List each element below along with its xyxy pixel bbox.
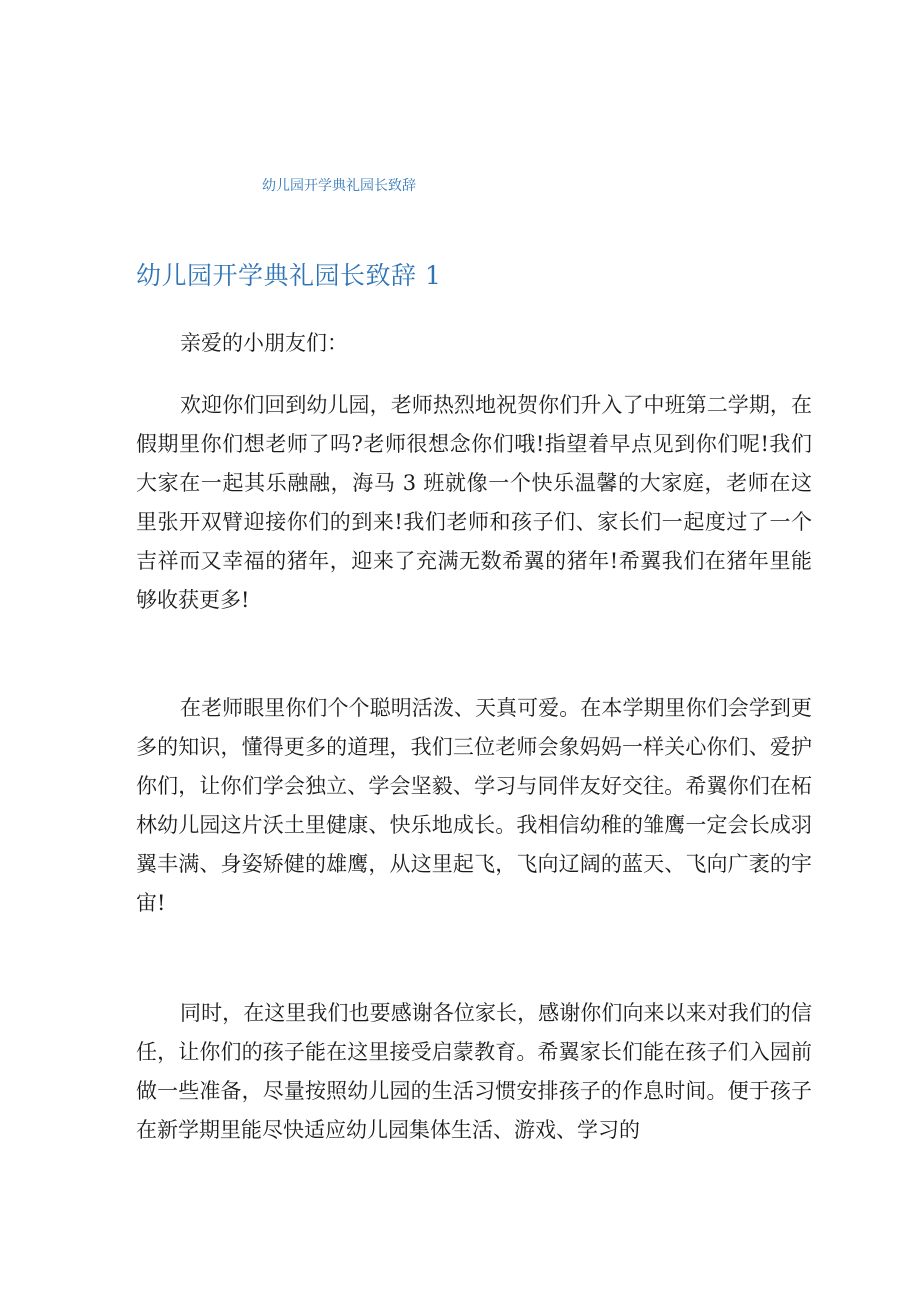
document-header-title: 幼儿园开学典礼园长致辞: [262, 178, 416, 194]
salutation: 亲爱的小朋友们：: [180, 331, 348, 355]
paragraph-1: 欢迎你们回到幼儿园，老师热烈地祝贺你们升入了中班第二学期，在假期里你们想老师了吗?老师很想念你们哦!指望着早点见到你们呢!我们大家在一起其乐融融，海马 3 班就像一个快乐温馨的大家庭，老师在这里张开双臂迎接你们的到来!我们老师和孩子们、家长们一起度过了一个吉祥而又幸福的猪年，迎来了充满无数希翼的猪年!希翼我们在猪年里能够收获更多!: [136, 393, 812, 612]
section-heading: 幼儿园开学典礼园长致辞 1: [136, 261, 442, 290]
paragraph-2: 在老师眼里你们个个聪明活泼、天真可爱。在本学期里你们会学到更多的知识，懂得更多的道理，我们三位老师会象妈妈一样关心你们、爱护你们，让你们学会独立、学会坚毅、学习与同伴友好交往。希翼你们在柘林幼儿园这片沃土里健康、快乐地成长。我相信幼稚的雏鹰一定会长成羽翼丰满、身姿矫健的雄鹰，从这里起飞，飞向辽阔的蓝天、飞向广袤的宇宙!: [136, 696, 812, 915]
paragraph-3: 同时，在这里我们也要感谢各位家长，感谢你们向来以来对我们的信任，让你们的孩子能在这里接受启蒙教育。希翼家长们能在孩子们入园前做一些准备，尽量按照幼儿园的生活习惯安排孩子的作息时间。便于孩子在新学期里能尽快适应幼儿园集体生活、游戏、学习的: [136, 1001, 812, 1142]
